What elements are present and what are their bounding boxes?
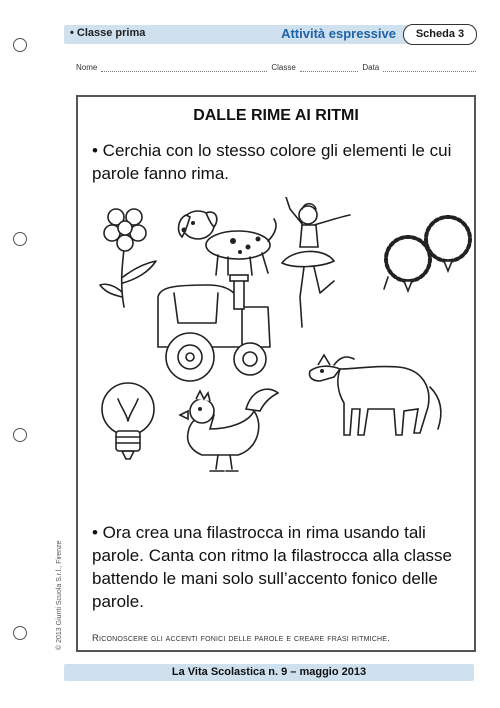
- punch-hole-upper: [13, 232, 27, 246]
- student-fields: [76, 63, 476, 72]
- ballerina-icon[interactable]: [282, 197, 350, 327]
- light-bulb-icon[interactable]: [102, 383, 154, 459]
- horse-icon[interactable]: [309, 355, 440, 435]
- learning-objective: Riconoscere gli accenti fonici delle parole e creare frasi ritmiche.: [92, 633, 390, 644]
- worksheet-frame: [76, 95, 476, 652]
- worksheet-title: DALLE RIME AI RITMI: [193, 107, 359, 124]
- flower-icon[interactable]: [100, 209, 156, 307]
- name-label: Nome: [76, 63, 98, 72]
- punch-hole-top: [13, 38, 27, 52]
- tractor-icon[interactable]: [158, 275, 270, 381]
- instruction-circle: • Cerchia con lo stesso colore gli elementi le cui parole fanno rima.: [92, 141, 452, 183]
- date-field[interactable]: [383, 63, 476, 72]
- copyright-note: © 2013 Giunti Scuola S.r.l., Firenze: [56, 540, 63, 650]
- punch-hole-bottom: [13, 626, 27, 640]
- class-field-label: Classe: [271, 63, 296, 72]
- name-field[interactable]: [101, 63, 267, 72]
- date-label: Data: [362, 63, 380, 72]
- dog-icon[interactable]: [179, 211, 276, 275]
- class-field[interactable]: [300, 63, 359, 72]
- necklace-icon[interactable]: [384, 217, 470, 291]
- footer-issue: La Vita Scolastica n. 9 – maggio 2013: [64, 664, 474, 681]
- hen-icon[interactable]: [180, 389, 278, 471]
- illustrations-panel: [78, 197, 474, 517]
- punch-hole-lower: [13, 428, 27, 442]
- sheet-badge: Scheda 3: [403, 24, 477, 45]
- class-label: • Classe prima: [70, 27, 146, 39]
- instruction-rhyme: • Ora crea una filastrocca in rima usando tali parole. Canta con ritmo la filastrocca alla classe battendo le mani solo sull’accento fonico delle parole.: [92, 523, 452, 611]
- subject-label: Attività espressive: [281, 26, 396, 41]
